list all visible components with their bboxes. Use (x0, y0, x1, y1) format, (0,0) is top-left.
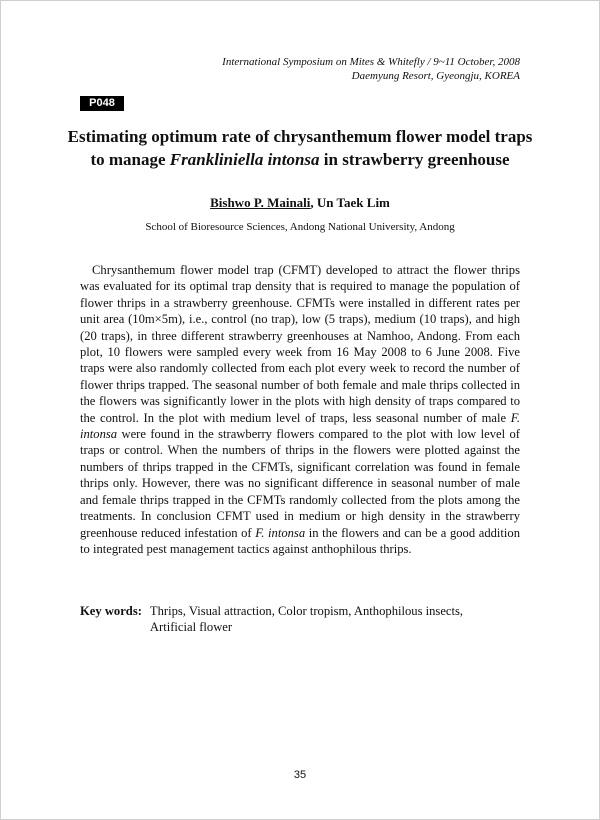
abstract-part-2: were found in the strawberry flowers compared to the plot with low level of traps or control. When the numbers of thrips in the flowers were plotted against the numbers of thrips trapped in the CFMTs, significant correlation was found in female thrips only. However, there was no significant difference in seasonal number of male and female thrips trapped in the CFMTs randomly collected from the plots among the treatments. In conclusion CFMT used in medium or high density in the strawberry greenhouse reduced infestation of (80, 427, 520, 540)
author-separator: , (310, 195, 317, 210)
keywords-line-1: Thrips, Visual attraction, Color tropism, Anthophilous insects, (149, 604, 464, 618)
title-line-2 (40, 148, 560, 171)
co-author: Un Taek Lim (316, 195, 390, 210)
abstract-part-1: Chrysanthemum flower model trap (CFMT) developed to attract the flower thrips was evaluated for its optimal trap density that is required to manage the population of flower thrips in a strawberry greenhouse. CFMTs were installed in different rates per unit area (10m×5m), i.e., control (no trap), low (5 traps), medium (10 traps), and high (20 traps), in three different strawberry greenhouses at Namhoo, Andong. From each plot, 10 flowers were sampled every week from 16 May 2008 to 6 June 2008. Five traps were also randomly collected from each plot every week to record the number of flower thrips trapped. The seasonal number of both female and male thrips collected in the flowers was significantly lower in the plots with high density of traps compared to the control. In the plot with medium level of traps, less seasonal number of male (80, 263, 520, 425)
abstract-species-1: F. intonsa (80, 410, 520, 442)
title-line-2-post: in strawberry greenhouse (319, 150, 510, 169)
paper-code-badge: P048 (80, 96, 124, 111)
abstract-species-2: F. intonsa (255, 525, 306, 540)
keywords-list (150, 603, 520, 636)
author-list (40, 195, 560, 211)
keywords-section (80, 603, 520, 636)
keywords-line-2: Artificial flower (149, 620, 233, 635)
abstract-part-3: in the flowers and can be a good addition to integrated pest management tactics against anthophilous thrips. (80, 525, 521, 556)
abstract-body (80, 262, 520, 557)
keywords-label: Key words: (80, 604, 142, 618)
presenting-author: Bishwo P. Mainali (210, 195, 311, 210)
title-species: Frankliniella intonsa (169, 150, 320, 169)
page-number: 35 (293, 769, 307, 781)
conference-header (222, 55, 520, 83)
paper-title (40, 125, 560, 171)
title-line-2-pre: to manage (90, 150, 170, 169)
title-line-1: Estimating optimum rate of chrysanthemum flower model traps (67, 127, 533, 146)
conference-line-2: Daemyung Resort, Gyeongju, KOREA (351, 70, 520, 82)
affiliation: School of Bioresource Sciences, Andong National University, Andong (145, 221, 455, 233)
conference-line-1: International Symposium on Mites & Whitefly / 9~11 October, 2008 (222, 56, 520, 68)
